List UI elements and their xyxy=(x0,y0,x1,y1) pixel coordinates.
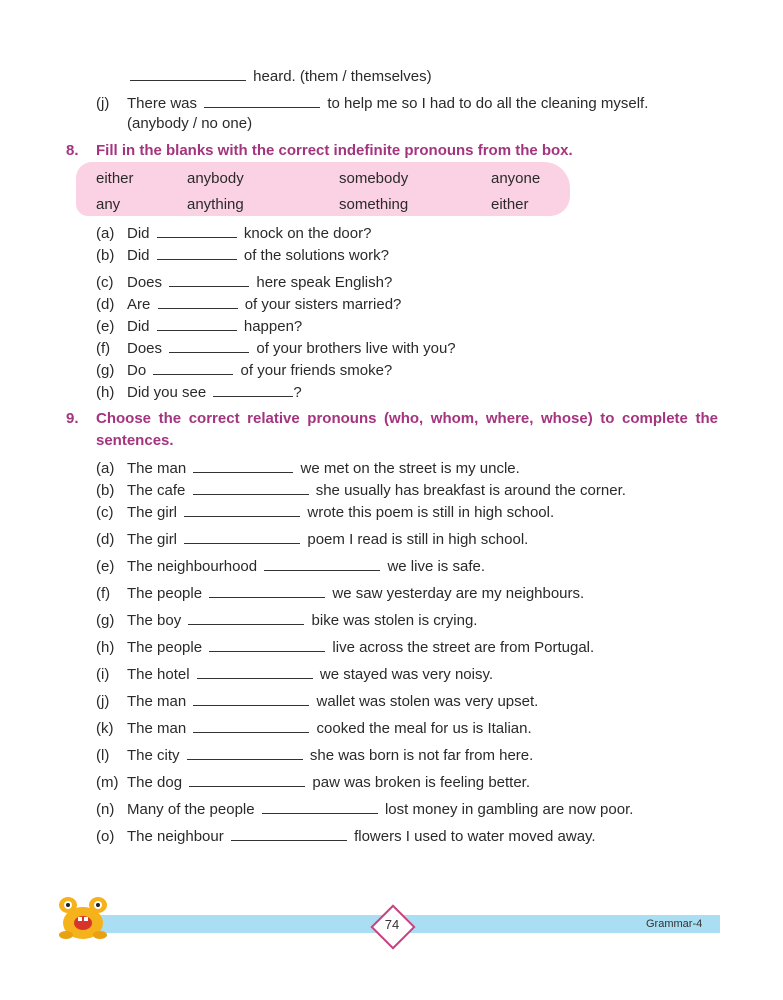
q9-item xyxy=(96,637,594,657)
item-text-after: wrote this poem is still in high school. xyxy=(307,504,555,521)
answer-blank[interactable] xyxy=(188,610,304,625)
q9-item xyxy=(96,691,538,711)
item-text-before: The people xyxy=(127,585,203,602)
item-text-after: cooked the meal for us is Italian. xyxy=(316,720,532,737)
item-label: (f) xyxy=(96,585,111,602)
item-label: (f) xyxy=(96,340,111,357)
item-text-before: Did you see xyxy=(127,384,207,401)
item-label: (b) xyxy=(96,482,115,499)
item-text-before: Did xyxy=(127,318,150,335)
item-text-after: to help me so I had to do all the cleaning myself. xyxy=(327,95,649,112)
item-label: (l) xyxy=(96,747,110,764)
item-text-after: knock on the door? xyxy=(243,225,372,242)
item-text-before: The people xyxy=(127,639,203,656)
item-text-after: wallet was stolen was very upset. xyxy=(316,693,539,710)
item-label: (d) xyxy=(96,296,115,313)
prev-item-i xyxy=(127,66,432,86)
answer-blank[interactable] xyxy=(193,480,309,495)
answer-blank[interactable] xyxy=(153,360,233,375)
q9-item xyxy=(96,610,477,630)
q8-item xyxy=(96,294,401,314)
answer-blank[interactable] xyxy=(193,718,309,733)
q9-item xyxy=(96,480,626,500)
item-label: (c) xyxy=(96,274,114,291)
item-text-after: of the solutions work? xyxy=(243,247,389,264)
word-box-item: anyone xyxy=(491,170,541,187)
q9-item xyxy=(96,826,596,846)
item-text-before: There was xyxy=(127,95,198,112)
answer-blank[interactable] xyxy=(130,66,246,81)
q9-item xyxy=(96,718,532,738)
answer-blank[interactable] xyxy=(209,583,325,598)
item-text-after: poem I read is still in high school. xyxy=(307,531,529,548)
answer-blank[interactable] xyxy=(264,556,380,571)
answer-blank[interactable] xyxy=(231,826,347,841)
item-text-after: happen? xyxy=(243,318,303,335)
item-text-after: we saw yesterday are my neighbours. xyxy=(332,585,585,602)
q8-item xyxy=(96,245,389,265)
question-8-number: 8. xyxy=(66,142,79,159)
item-label: (k) xyxy=(96,720,114,737)
item-label: (e) xyxy=(96,558,115,575)
item-text-after: paw was broken is feeling better. xyxy=(312,774,531,791)
item-text-before: The man xyxy=(127,720,187,737)
item-text-before: Does xyxy=(127,274,163,291)
answer-blank[interactable] xyxy=(209,637,325,652)
answer-blank[interactable] xyxy=(213,382,293,397)
answer-blank[interactable] xyxy=(157,316,237,331)
item-text-after: ? xyxy=(293,384,302,401)
item-label: (a) xyxy=(96,225,115,242)
answer-blank[interactable] xyxy=(169,272,249,287)
item-label: (h) xyxy=(96,384,115,401)
answer-blank[interactable] xyxy=(157,223,237,238)
item-text-after: flowers I used to water moved away. xyxy=(354,828,596,845)
item-label: (a) xyxy=(96,460,115,477)
answer-blank[interactable] xyxy=(158,294,238,309)
item-label: (g) xyxy=(96,612,115,629)
item-text-before: Do xyxy=(127,362,147,379)
answer-blank[interactable] xyxy=(262,799,378,814)
item-text-before: The city xyxy=(127,747,180,764)
item-text-before: The hotel xyxy=(127,666,190,683)
item-text-after: we live is safe. xyxy=(387,558,485,575)
item-text-before: Does xyxy=(127,340,163,357)
answer-blank[interactable] xyxy=(157,245,237,260)
question-9-title xyxy=(96,408,718,452)
q9-item xyxy=(96,799,633,819)
answer-blank[interactable] xyxy=(184,502,300,517)
item-label: (b) xyxy=(96,247,115,264)
item-label: (c) xyxy=(96,504,114,521)
item-text-before: The girl xyxy=(127,531,178,548)
word-box-item: anybody xyxy=(187,170,244,187)
item-label: (m) xyxy=(96,774,119,791)
item-text-after: of your sisters married? xyxy=(244,296,402,313)
item-text-after: of your brothers live with you? xyxy=(256,340,456,357)
item-label: (e) xyxy=(96,318,115,335)
word-box-item: any xyxy=(96,196,121,213)
item-text-after: we met on the street is my uncle. xyxy=(300,460,520,477)
item-text-after: she usually has breakfast is around the corner. xyxy=(315,482,626,499)
question-8-title: Fill in the blanks with the correct indefinite pronouns from the box. xyxy=(96,142,573,159)
q8-item xyxy=(96,272,392,292)
item-text-before: The dog xyxy=(127,774,183,791)
prev-item-j-options: (anybody / no one) xyxy=(127,115,253,132)
answer-blank[interactable] xyxy=(169,338,249,353)
item-text-after: here speak English? xyxy=(256,274,393,291)
item-label: (n) xyxy=(96,801,115,818)
item-text-before: Many of the people xyxy=(127,801,255,818)
item-label: (d) xyxy=(96,531,115,548)
item-text-after: lost money in gambling are now poor. xyxy=(384,801,634,818)
question-9-title-line1: Choose the correct relative pronouns (who, whom, where, whose) to complete the xyxy=(96,410,718,427)
question-9-title-line2: sentences. xyxy=(96,432,174,449)
item-text-after: bike was stolen is crying. xyxy=(311,612,478,629)
book-title: Grammar-4 xyxy=(646,918,703,930)
item-text: heard. (them / themselves) xyxy=(253,68,432,85)
q9-item xyxy=(96,502,554,522)
item-text-before: The neighbourhood xyxy=(127,558,258,575)
item-text-before: The man xyxy=(127,693,187,710)
q9-item xyxy=(96,745,533,765)
item-text-after: we stayed was very noisy. xyxy=(319,666,494,683)
q9-item xyxy=(96,772,530,792)
item-text-before: Are xyxy=(127,296,151,313)
item-text-after: of your friends smoke? xyxy=(240,362,393,379)
q9-item xyxy=(96,583,584,603)
item-text-before: The cafe xyxy=(127,482,186,499)
word-box-item: either xyxy=(96,170,134,187)
item-text-before: The girl xyxy=(127,504,178,521)
q9-item xyxy=(96,458,520,478)
prev-item-j xyxy=(96,93,648,113)
item-label: (o) xyxy=(96,828,115,845)
q8-item xyxy=(96,360,392,380)
q9-item xyxy=(96,529,528,549)
answer-blank[interactable] xyxy=(187,745,303,760)
word-box-item: something xyxy=(339,196,409,213)
item-label: (g) xyxy=(96,362,115,379)
item-label: (h) xyxy=(96,639,115,656)
item-text-after: she was born is not far from here. xyxy=(309,747,534,764)
item-text-before: Did xyxy=(127,247,150,264)
word-box-item: either xyxy=(491,196,529,213)
item-text-before: Did xyxy=(127,225,150,242)
q8-item xyxy=(96,223,371,243)
item-text-before: The neighbour xyxy=(127,828,224,845)
answer-blank[interactable] xyxy=(193,458,293,473)
answer-blank[interactable] xyxy=(197,664,313,679)
q8-item xyxy=(96,338,456,358)
question-9-number: 9. xyxy=(66,410,79,427)
item-text-before: The man xyxy=(127,460,187,477)
answer-blank[interactable] xyxy=(184,529,300,544)
item-label: (j) xyxy=(96,95,110,112)
word-box-item: anything xyxy=(187,196,244,213)
answer-blank[interactable] xyxy=(189,772,305,787)
item-text-after: live across the street are from Portugal. xyxy=(332,639,595,656)
answer-blank[interactable] xyxy=(204,93,320,108)
mascot-icon xyxy=(52,893,114,941)
q9-item xyxy=(96,556,485,576)
q8-item xyxy=(96,382,302,402)
answer-blank[interactable] xyxy=(193,691,309,706)
item-text-before: The boy xyxy=(127,612,182,629)
page-number: 74 xyxy=(384,917,400,932)
q9-item xyxy=(96,664,493,684)
item-label: (j) xyxy=(96,693,110,710)
item-label: (i) xyxy=(96,666,110,683)
word-box-item: somebody xyxy=(339,170,409,187)
q8-item xyxy=(96,316,302,336)
